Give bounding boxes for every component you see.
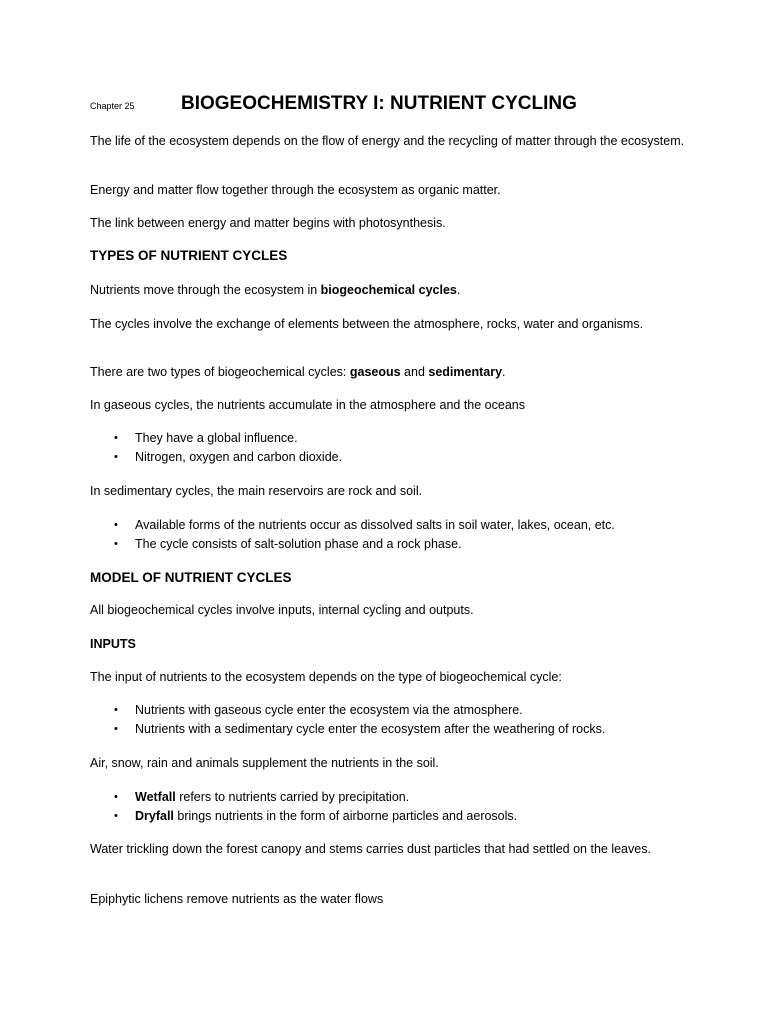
intro-paragraph-1: The life of the ecosystem depends on the flow of energy and the recycling of matter through the ecosystem. — [90, 134, 685, 148]
bold-term-wetfall: Wetfall — [135, 790, 176, 804]
page-title: BIOGEOCHEMISTRY I: NUTRIENT CYCLING — [181, 93, 577, 114]
chapter-label: Chapter 25 — [90, 101, 135, 111]
intro-paragraph-2: Energy and matter flow together through the ecosystem as organic matter. — [90, 183, 501, 197]
bold-term-gaseous: gaseous — [349, 365, 401, 379]
sedimentary-bullet-list — [90, 516, 690, 553]
page-header — [90, 92, 690, 118]
bold-term-sedimentary: sedimentary — [428, 365, 503, 379]
intro-paragraph-3: The link between energy and matter begins with photosynthesis. — [90, 216, 446, 230]
list-item: • Nitrogen, oxygen and carbon dioxide. — [90, 448, 690, 467]
bold-term-dryfall: Dryfall — [135, 808, 174, 823]
list-item: • Available forms of the nutrients occur as dissolved salts in soil water, lakes, ocean, etc. — [90, 516, 690, 535]
types-paragraph-1: Nutrients move through the ecosystem in biogeochemical cycles. — [90, 283, 461, 297]
list-item: • Nutrients with a sedimentary cycle enter the ecosystem after the weathering of rocks. — [90, 720, 690, 739]
list-item: • Dryfall brings nutrients in the form of airborne particles and aerosols. — [90, 807, 690, 826]
bullet-icon: • — [114, 537, 118, 550]
types-paragraph-4: In gaseous cycles, the nutrients accumulate in the atmosphere and the oceans — [90, 398, 525, 412]
bullet-icon: • — [114, 519, 118, 531]
inputs-paragraph-2: Air, snow, rain and animals supplement the nutrients in the soil. — [90, 756, 439, 770]
types-paragraph-3: There are two types of biogeochemical cycles: gaseous and sedimentary. — [90, 365, 506, 379]
inputs-paragraph-4: Epiphytic lichens remove nutrients as the water flows — [90, 892, 384, 906]
section-heading-inputs: INPUTS — [90, 637, 136, 651]
inputs-paragraph-3: Water trickling down the forest canopy and stems carries dust particles that had settled on the leaves. — [90, 842, 651, 856]
gaseous-bullet-list — [90, 429, 690, 466]
types-paragraph-2: The cycles involve the exchange of elements between the atmosphere, rocks, water and organisms. — [90, 317, 644, 331]
fall-bullet-list — [90, 788, 690, 825]
bullet-icon: • — [114, 432, 118, 444]
list-item: • The cycle consists of salt-solution phase and a rock phase. — [90, 535, 690, 554]
section-heading-types: TYPES OF NUTRIENT CYCLES — [90, 248, 288, 263]
list-item: • Nutrients with gaseous cycle enter the ecosystem via the atmosphere. — [90, 701, 690, 720]
inputs-paragraph-1: The input of nutrients to the ecosystem depends on the type of biogeochemical cycle: — [90, 670, 562, 684]
list-item: • Wetfall refers to nutrients carried by precipitation. — [90, 788, 690, 807]
model-paragraph-1: All biogeochemical cycles involve inputs, internal cycling and outputs. — [90, 603, 474, 617]
bullet-icon: • — [114, 791, 118, 803]
bold-term-biogeochemical-cycles: biogeochemical cycles — [320, 283, 457, 297]
list-item: • They have a global influence. — [90, 429, 690, 448]
section-heading-model: MODEL OF NUTRIENT CYCLES — [90, 570, 292, 585]
bullet-icon: • — [114, 722, 118, 735]
bullet-icon: • — [114, 809, 118, 822]
bullet-icon: • — [114, 450, 118, 463]
inputs-bullet-list — [90, 701, 690, 738]
types-paragraph-5: In sedimentary cycles, the main reservoirs are rock and soil. — [90, 484, 423, 498]
bullet-icon: • — [114, 704, 118, 716]
